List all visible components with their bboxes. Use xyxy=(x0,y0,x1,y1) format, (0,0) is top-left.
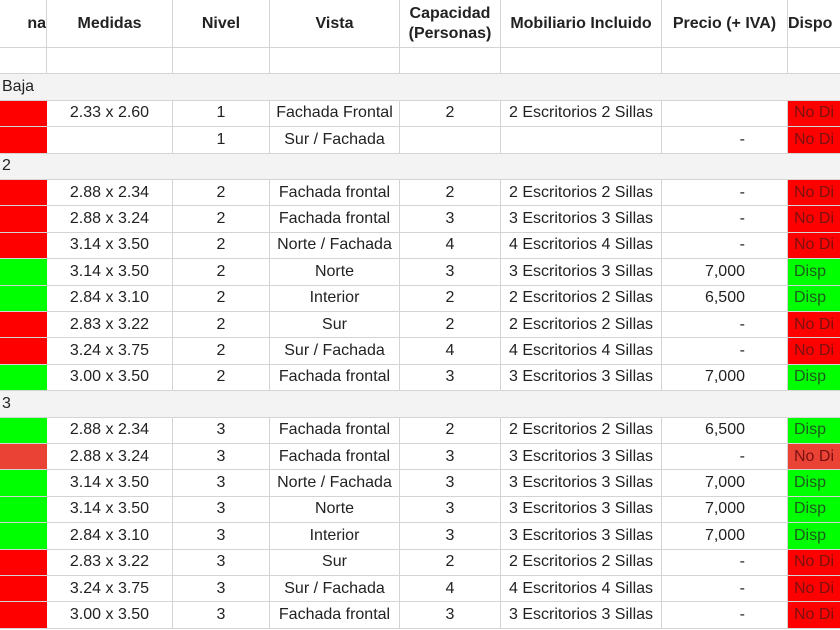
mobiliario-cell[interactable] xyxy=(501,127,662,153)
table-row xyxy=(0,127,840,153)
precio-cell[interactable]: 7,000 xyxy=(662,470,788,496)
capacidad-cell[interactable]: 2 xyxy=(400,312,501,338)
disponibilidad-cell[interactable]: Disp xyxy=(788,497,840,523)
disponibilidad-cell[interactable]: No Di xyxy=(788,233,840,259)
mobiliario-cell[interactable]: 3 Escritorios 3 Sillas xyxy=(501,497,662,523)
medidas-cell[interactable]: 3.14 x 3.50 xyxy=(47,233,173,259)
vista-cell[interactable]: Fachada Frontal xyxy=(270,101,400,127)
disponibilidad-cell[interactable]: Disp xyxy=(788,523,840,549)
mobiliario-cell[interactable]: 4 Escritorios 4 Sillas xyxy=(501,576,662,602)
table-row xyxy=(0,48,840,74)
capacidad-cell[interactable]: 4 xyxy=(400,233,501,259)
precio-cell[interactable]: 7,000 xyxy=(662,497,788,523)
vista-cell[interactable]: Fachada frontal xyxy=(270,444,400,470)
capacidad-cell[interactable]: 3 xyxy=(400,523,501,549)
disponibilidad-cell[interactable]: No Di xyxy=(788,602,840,628)
status-color-cell[interactable] xyxy=(0,259,47,285)
medidas-cell[interactable]: 2.84 x 3.10 xyxy=(47,523,173,549)
precio-cell[interactable]: - xyxy=(662,206,788,232)
disponibilidad-cell[interactable]: No Di xyxy=(788,576,840,602)
col-header-capacidad[interactable]: Capacidad (Personas) xyxy=(400,0,501,48)
capacidad-cell[interactable] xyxy=(400,127,501,153)
medidas-cell[interactable]: 2.88 x 3.24 xyxy=(47,444,173,470)
vista-cell[interactable]: Sur xyxy=(270,550,400,576)
status-color-cell[interactable] xyxy=(0,470,47,496)
capacidad-cell[interactable]: 3 xyxy=(400,470,501,496)
section-row xyxy=(0,391,840,417)
medidas-cell[interactable]: 2.83 x 3.22 xyxy=(47,312,173,338)
mobiliario-cell[interactable]: 3 Escritorios 3 Sillas xyxy=(501,523,662,549)
mobiliario-cell[interactable]: 3 Escritorios 3 Sillas xyxy=(501,206,662,232)
col-header-nombre[interactable]: na xyxy=(0,0,47,48)
status-color-cell[interactable] xyxy=(0,233,47,259)
vista-cell[interactable]: Fachada frontal xyxy=(270,365,400,391)
disponibilidad-cell[interactable]: No Di xyxy=(788,312,840,338)
capacidad-cell[interactable]: 2 xyxy=(400,180,501,206)
nivel-cell[interactable]: 2 xyxy=(173,206,270,232)
capacidad-cell[interactable]: 2 xyxy=(400,550,501,576)
empty-cell[interactable] xyxy=(662,48,788,74)
section-label[interactable]: Baja xyxy=(0,74,840,100)
section-row xyxy=(0,74,840,100)
precio-cell[interactable]: 7,000 xyxy=(662,523,788,549)
status-color-cell[interactable] xyxy=(0,127,47,153)
table-row xyxy=(0,312,840,338)
vista-cell[interactable]: Fachada frontal xyxy=(270,206,400,232)
col-header-disponibilidad[interactable]: Dispo xyxy=(788,0,840,48)
mobiliario-cell[interactable]: 2 Escritorios 2 Sillas xyxy=(501,418,662,444)
status-color-cell[interactable] xyxy=(0,312,47,338)
capacidad-cell[interactable]: 3 xyxy=(400,365,501,391)
vista-cell[interactable]: Fachada frontal xyxy=(270,180,400,206)
table-row xyxy=(0,418,840,444)
vista-cell[interactable]: Norte xyxy=(270,259,400,285)
empty-cell[interactable] xyxy=(0,48,47,74)
status-color-cell[interactable] xyxy=(0,444,47,470)
vista-cell[interactable]: Norte / Fachada xyxy=(270,233,400,259)
medidas-cell[interactable]: 2.33 x 2.60 xyxy=(47,101,173,127)
precio-cell[interactable]: - xyxy=(662,602,788,628)
disponibilidad-cell[interactable]: No Di xyxy=(788,550,840,576)
medidas-cell[interactable]: 3.14 x 3.50 xyxy=(47,470,173,496)
nivel-cell[interactable]: 2 xyxy=(173,233,270,259)
mobiliario-cell[interactable]: 3 Escritorios 3 Sillas xyxy=(501,470,662,496)
precio-cell[interactable] xyxy=(662,101,788,127)
mobiliario-cell[interactable]: 2 Escritorios 2 Sillas xyxy=(501,550,662,576)
disponibilidad-cell[interactable]: Disp xyxy=(788,286,840,312)
section-label[interactable]: 3 xyxy=(0,391,840,417)
precio-cell[interactable]: - xyxy=(662,312,788,338)
capacidad-cell[interactable]: 3 xyxy=(400,206,501,232)
precio-cell[interactable]: - xyxy=(662,233,788,259)
table-row xyxy=(0,497,840,523)
col-header-medidas[interactable]: Medidas xyxy=(47,0,173,48)
vista-cell[interactable]: Norte / Fachada xyxy=(270,470,400,496)
empty-cell[interactable] xyxy=(47,48,173,74)
col-header-nivel[interactable]: Nivel xyxy=(173,0,270,48)
status-color-cell[interactable] xyxy=(0,602,47,628)
nivel-cell[interactable]: 3 xyxy=(173,497,270,523)
vista-cell[interactable]: Norte xyxy=(270,497,400,523)
vista-cell[interactable]: Sur xyxy=(270,312,400,338)
disponibilidad-cell[interactable]: No Di xyxy=(788,444,840,470)
status-color-cell[interactable] xyxy=(0,576,47,602)
col-header-precio[interactable]: Precio (+ IVA) xyxy=(662,0,788,48)
nivel-cell[interactable]: 3 xyxy=(173,602,270,628)
nivel-cell[interactable]: 3 xyxy=(173,470,270,496)
header-row xyxy=(0,0,840,48)
mobiliario-cell[interactable]: 3 Escritorios 3 Sillas xyxy=(501,444,662,470)
precio-cell[interactable]: - xyxy=(662,180,788,206)
vista-cell[interactable]: Sur / Fachada xyxy=(270,576,400,602)
status-color-cell[interactable] xyxy=(0,497,47,523)
precio-cell[interactable]: - xyxy=(662,338,788,364)
vista-cell[interactable]: Fachada frontal xyxy=(270,418,400,444)
empty-cell[interactable] xyxy=(501,48,662,74)
precio-cell[interactable]: 6,500 xyxy=(662,286,788,312)
table-row xyxy=(0,576,840,602)
status-color-cell[interactable] xyxy=(0,206,47,232)
table-row xyxy=(0,602,840,628)
nivel-cell[interactable]: 3 xyxy=(173,550,270,576)
nivel-cell[interactable]: 1 xyxy=(173,127,270,153)
mobiliario-cell[interactable]: 4 Escritorios 4 Sillas xyxy=(501,338,662,364)
medidas-cell[interactable]: 3.24 x 3.75 xyxy=(47,576,173,602)
medidas-cell[interactable]: 2.83 x 3.22 xyxy=(47,550,173,576)
empty-cell[interactable] xyxy=(270,48,400,74)
status-color-cell[interactable] xyxy=(0,338,47,364)
nivel-cell[interactable]: 2 xyxy=(173,259,270,285)
empty-cell[interactable] xyxy=(400,48,501,74)
disponibilidad-cell[interactable]: No Di xyxy=(788,101,840,127)
table-row xyxy=(0,233,840,259)
medidas-cell[interactable]: 3.00 x 3.50 xyxy=(47,602,173,628)
table-row xyxy=(0,286,840,312)
medidas-cell[interactable]: 2.88 x 2.34 xyxy=(47,180,173,206)
table-row xyxy=(0,206,840,232)
capacidad-cell[interactable]: 2 xyxy=(400,101,501,127)
medidas-cell[interactable]: 3.24 x 3.75 xyxy=(47,338,173,364)
status-color-cell[interactable] xyxy=(0,101,47,127)
nivel-cell[interactable]: 3 xyxy=(173,444,270,470)
capacidad-cell[interactable]: 4 xyxy=(400,576,501,602)
mobiliario-cell[interactable]: 2 Escritorios 2 Sillas xyxy=(501,180,662,206)
status-color-cell[interactable] xyxy=(0,365,47,391)
table-row xyxy=(0,470,840,496)
precio-cell[interactable]: - xyxy=(662,127,788,153)
table-row xyxy=(0,180,840,206)
nivel-cell[interactable]: 3 xyxy=(173,523,270,549)
disponibilidad-cell[interactable]: No Di xyxy=(788,127,840,153)
medidas-cell[interactable]: 2.88 x 3.24 xyxy=(47,206,173,232)
precio-cell[interactable]: - xyxy=(662,576,788,602)
mobiliario-cell[interactable]: 2 Escritorios 2 Sillas xyxy=(501,286,662,312)
table-row xyxy=(0,338,840,364)
vista-cell[interactable]: Sur / Fachada xyxy=(270,338,400,364)
capacidad-cell[interactable]: 3 xyxy=(400,444,501,470)
nivel-cell[interactable]: 2 xyxy=(173,365,270,391)
mobiliario-cell[interactable]: 3 Escritorios 3 Sillas xyxy=(501,602,662,628)
mobiliario-cell[interactable]: 4 Escritorios 4 Sillas xyxy=(501,233,662,259)
medidas-cell[interactable]: 3.00 x 3.50 xyxy=(47,365,173,391)
nivel-cell[interactable]: 2 xyxy=(173,312,270,338)
col-header-mobiliario[interactable]: Mobiliario Incluido xyxy=(501,0,662,48)
empty-cell[interactable] xyxy=(173,48,270,74)
precio-cell[interactable]: 6,500 xyxy=(662,418,788,444)
mobiliario-cell[interactable]: 2 Escritorios 2 Sillas xyxy=(501,312,662,338)
disponibilidad-cell[interactable]: No Di xyxy=(788,180,840,206)
section-label[interactable]: 2 xyxy=(0,154,840,180)
medidas-cell[interactable]: 3.14 x 3.50 xyxy=(47,497,173,523)
medidas-cell[interactable] xyxy=(47,127,173,153)
disponibilidad-cell[interactable]: Disp xyxy=(788,259,840,285)
capacidad-cell[interactable]: 3 xyxy=(400,259,501,285)
mobiliario-cell[interactable]: 3 Escritorios 3 Sillas xyxy=(501,259,662,285)
status-color-cell[interactable] xyxy=(0,286,47,312)
table-row xyxy=(0,444,840,470)
mobiliario-cell[interactable]: 3 Escritorios 3 Sillas xyxy=(501,365,662,391)
disponibilidad-cell[interactable]: Disp xyxy=(788,365,840,391)
table-row xyxy=(0,550,840,576)
table-row xyxy=(0,101,840,127)
nivel-cell[interactable]: 2 xyxy=(173,338,270,364)
capacidad-cell[interactable]: 3 xyxy=(400,602,501,628)
status-color-cell[interactable] xyxy=(0,180,47,206)
disponibilidad-cell[interactable]: Disp xyxy=(788,418,840,444)
vista-cell[interactable]: Fachada frontal xyxy=(270,602,400,628)
empty-cell[interactable] xyxy=(788,48,840,74)
nivel-cell[interactable]: 1 xyxy=(173,101,270,127)
capacidad-cell[interactable]: 4 xyxy=(400,338,501,364)
vista-cell[interactable]: Interior xyxy=(270,286,400,312)
nivel-cell[interactable]: 2 xyxy=(173,286,270,312)
status-color-cell[interactable] xyxy=(0,523,47,549)
table-row xyxy=(0,259,840,285)
precio-cell[interactable]: 7,000 xyxy=(662,365,788,391)
status-color-cell[interactable] xyxy=(0,550,47,576)
precio-cell[interactable]: - xyxy=(662,550,788,576)
vista-cell[interactable]: Interior xyxy=(270,523,400,549)
nivel-cell[interactable]: 3 xyxy=(173,418,270,444)
capacidad-cell[interactable]: 2 xyxy=(400,418,501,444)
nivel-cell[interactable]: 3 xyxy=(173,576,270,602)
disponibilidad-cell[interactable]: Disp xyxy=(788,470,840,496)
medidas-cell[interactable]: 2.84 x 3.10 xyxy=(47,286,173,312)
col-header-vista[interactable]: Vista xyxy=(270,0,400,48)
precio-cell[interactable]: 7,000 xyxy=(662,259,788,285)
section-row xyxy=(0,154,840,180)
status-color-cell[interactable] xyxy=(0,418,47,444)
disponibilidad-cell[interactable]: No Di xyxy=(788,338,840,364)
mobiliario-cell[interactable]: 2 Escritorios 2 Sillas xyxy=(501,101,662,127)
disponibilidad-cell[interactable]: No Di xyxy=(788,206,840,232)
precio-cell[interactable]: - xyxy=(662,444,788,470)
table-row xyxy=(0,365,840,391)
nivel-cell[interactable]: 2 xyxy=(173,180,270,206)
medidas-cell[interactable]: 3.14 x 3.50 xyxy=(47,259,173,285)
table-row xyxy=(0,523,840,549)
vista-cell[interactable]: Sur / Fachada xyxy=(270,127,400,153)
medidas-cell[interactable]: 2.88 x 2.34 xyxy=(47,418,173,444)
capacidad-cell[interactable]: 2 xyxy=(400,286,501,312)
capacidad-cell[interactable]: 3 xyxy=(400,497,501,523)
